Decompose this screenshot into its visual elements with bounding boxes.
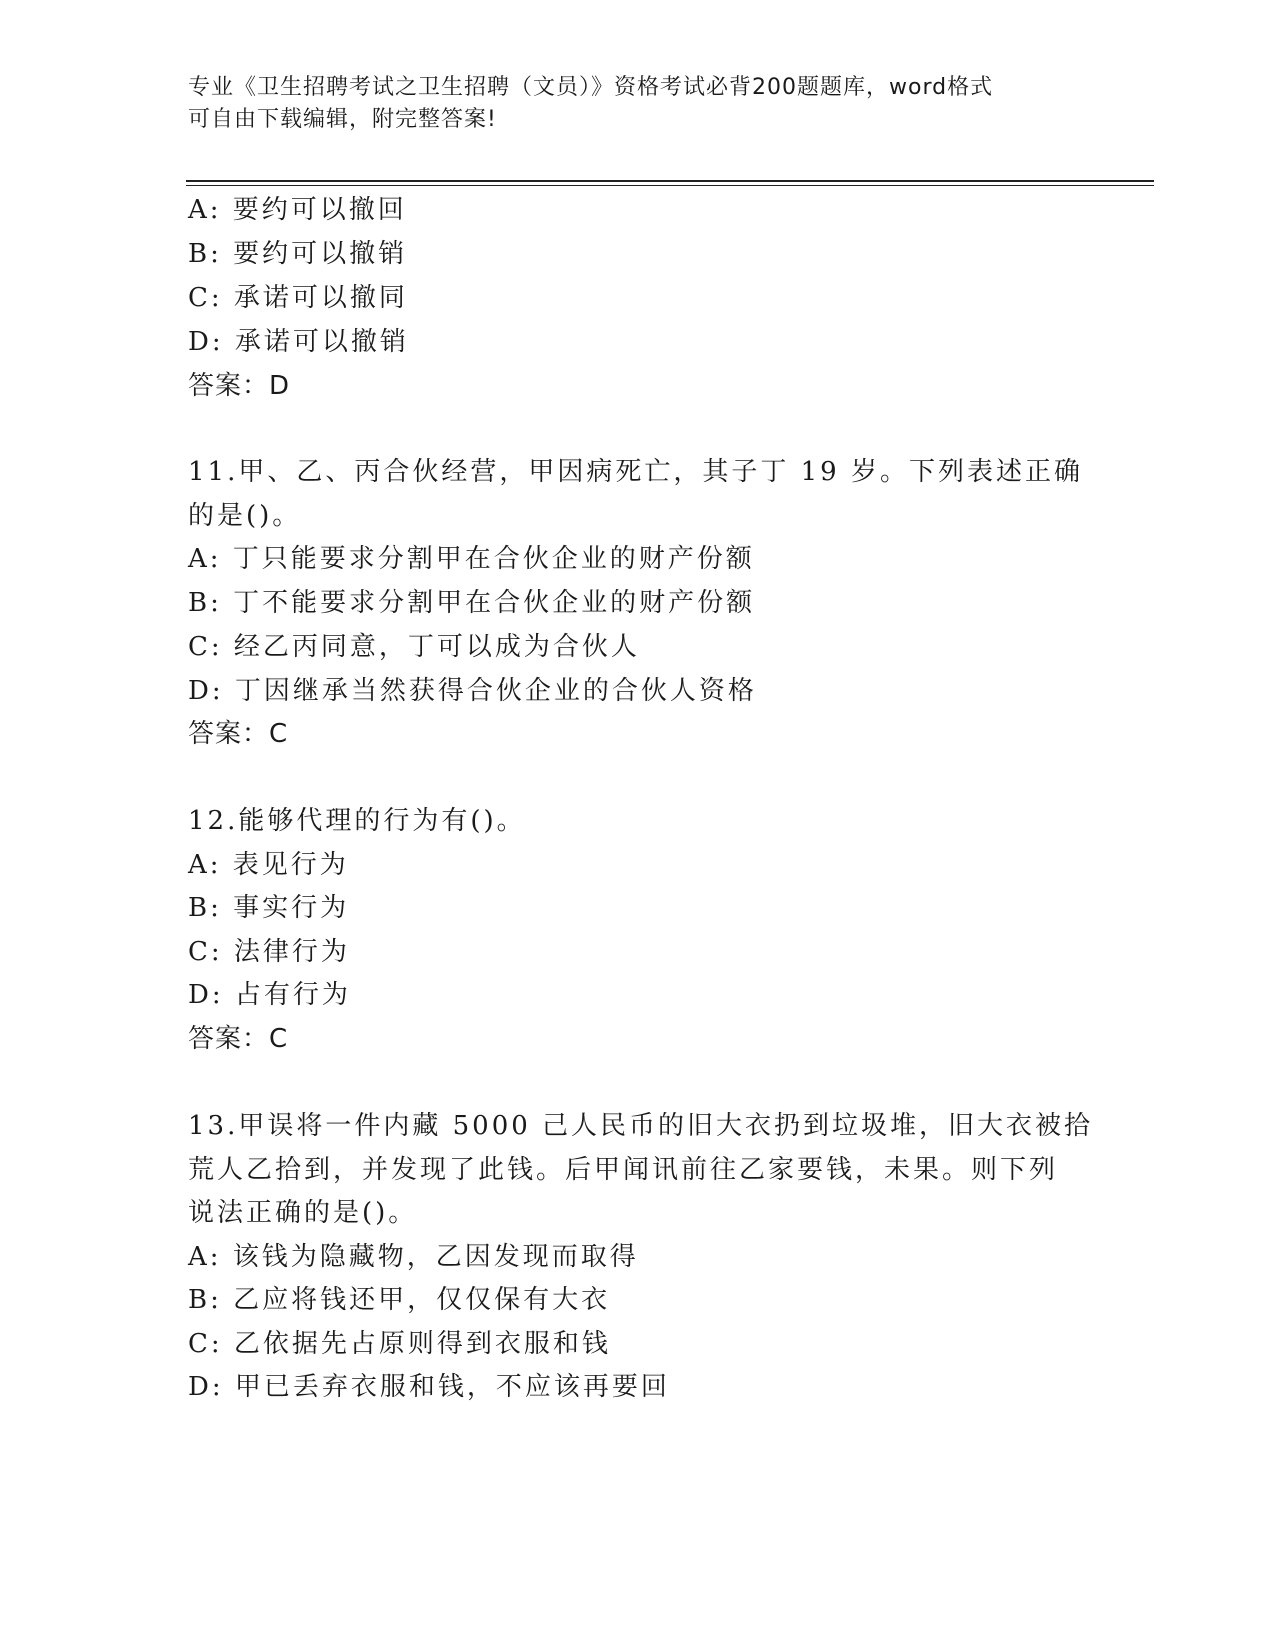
- document-header: [188, 72, 993, 136]
- q11-option-b: B: 丁不能要求分割甲在合伙企业的财产份额: [188, 588, 756, 618]
- q13-stem-line-2: 荒人乙拾到，并发现了此钱。后甲闻讯前往乙家要钱，未果。则下列: [188, 1155, 1059, 1185]
- q13-stem-line-3: 说法正确的是()。: [188, 1198, 418, 1228]
- prev-option-d: D: 承诺可以撤销: [188, 327, 409, 357]
- q12-option-b: B: 事实行为: [188, 893, 350, 923]
- header-rule-thin: [186, 185, 1154, 186]
- q12-option-a: A: 表见行为: [188, 850, 349, 880]
- q12-stem-line-1: 12.能够代理的行为有()。: [188, 806, 526, 836]
- q11-stem-line-2: 的是()。: [188, 501, 302, 531]
- q13-option-b: B: 乙应将钱还甲，仅仅保有大衣: [188, 1285, 611, 1315]
- header-line-2: 可自由下载编辑，附完整答案!: [188, 107, 497, 132]
- prev-option-c: C: 承诺可以撤同: [188, 283, 408, 313]
- q11-option-a: A: 丁只能要求分割甲在合伙企业的财产份额: [188, 544, 755, 574]
- q11-option-c: C: 经乙丙同意，丁可以成为合伙人: [188, 632, 640, 662]
- q11-answer: 答案：C: [188, 719, 289, 749]
- header-rule-thick: [186, 180, 1154, 182]
- q11-option-d: D: 丁因继承当然获得合伙企业的合伙人资格: [188, 676, 757, 706]
- q13-option-c: C: 乙依据先占原则得到衣服和钱: [188, 1329, 611, 1359]
- q11-stem-line-1: 11.甲、乙、丙合伙经营，甲因病死亡，其子丁 19 岁。下列表述正确: [188, 457, 1083, 487]
- prev-option-b: B: 要约可以撤销: [188, 239, 408, 269]
- q13-stem-line-1: 13.甲误将一件内藏 5000 己人民币的旧大衣扔到垃圾堆，旧大衣被拾: [188, 1111, 1094, 1141]
- header-line-1: 专业《卫生招聘考试之卫生招聘（文员）》资格考试必背200题题库，word格式: [188, 75, 994, 100]
- q12-option-c: C: 法律行为: [188, 937, 350, 967]
- q12-option-d: D: 占有行为: [188, 980, 351, 1010]
- q13-option-a: A: 该钱为隐藏物，乙因发现而取得: [188, 1242, 639, 1272]
- prev-answer: 答案：D: [188, 371, 291, 401]
- q12-answer: 答案：C: [188, 1024, 289, 1054]
- prev-option-a: A: 要约可以撤回: [188, 195, 407, 225]
- q13-option-d: D: 甲已丢弃衣服和钱，不应该再要回: [188, 1372, 670, 1402]
